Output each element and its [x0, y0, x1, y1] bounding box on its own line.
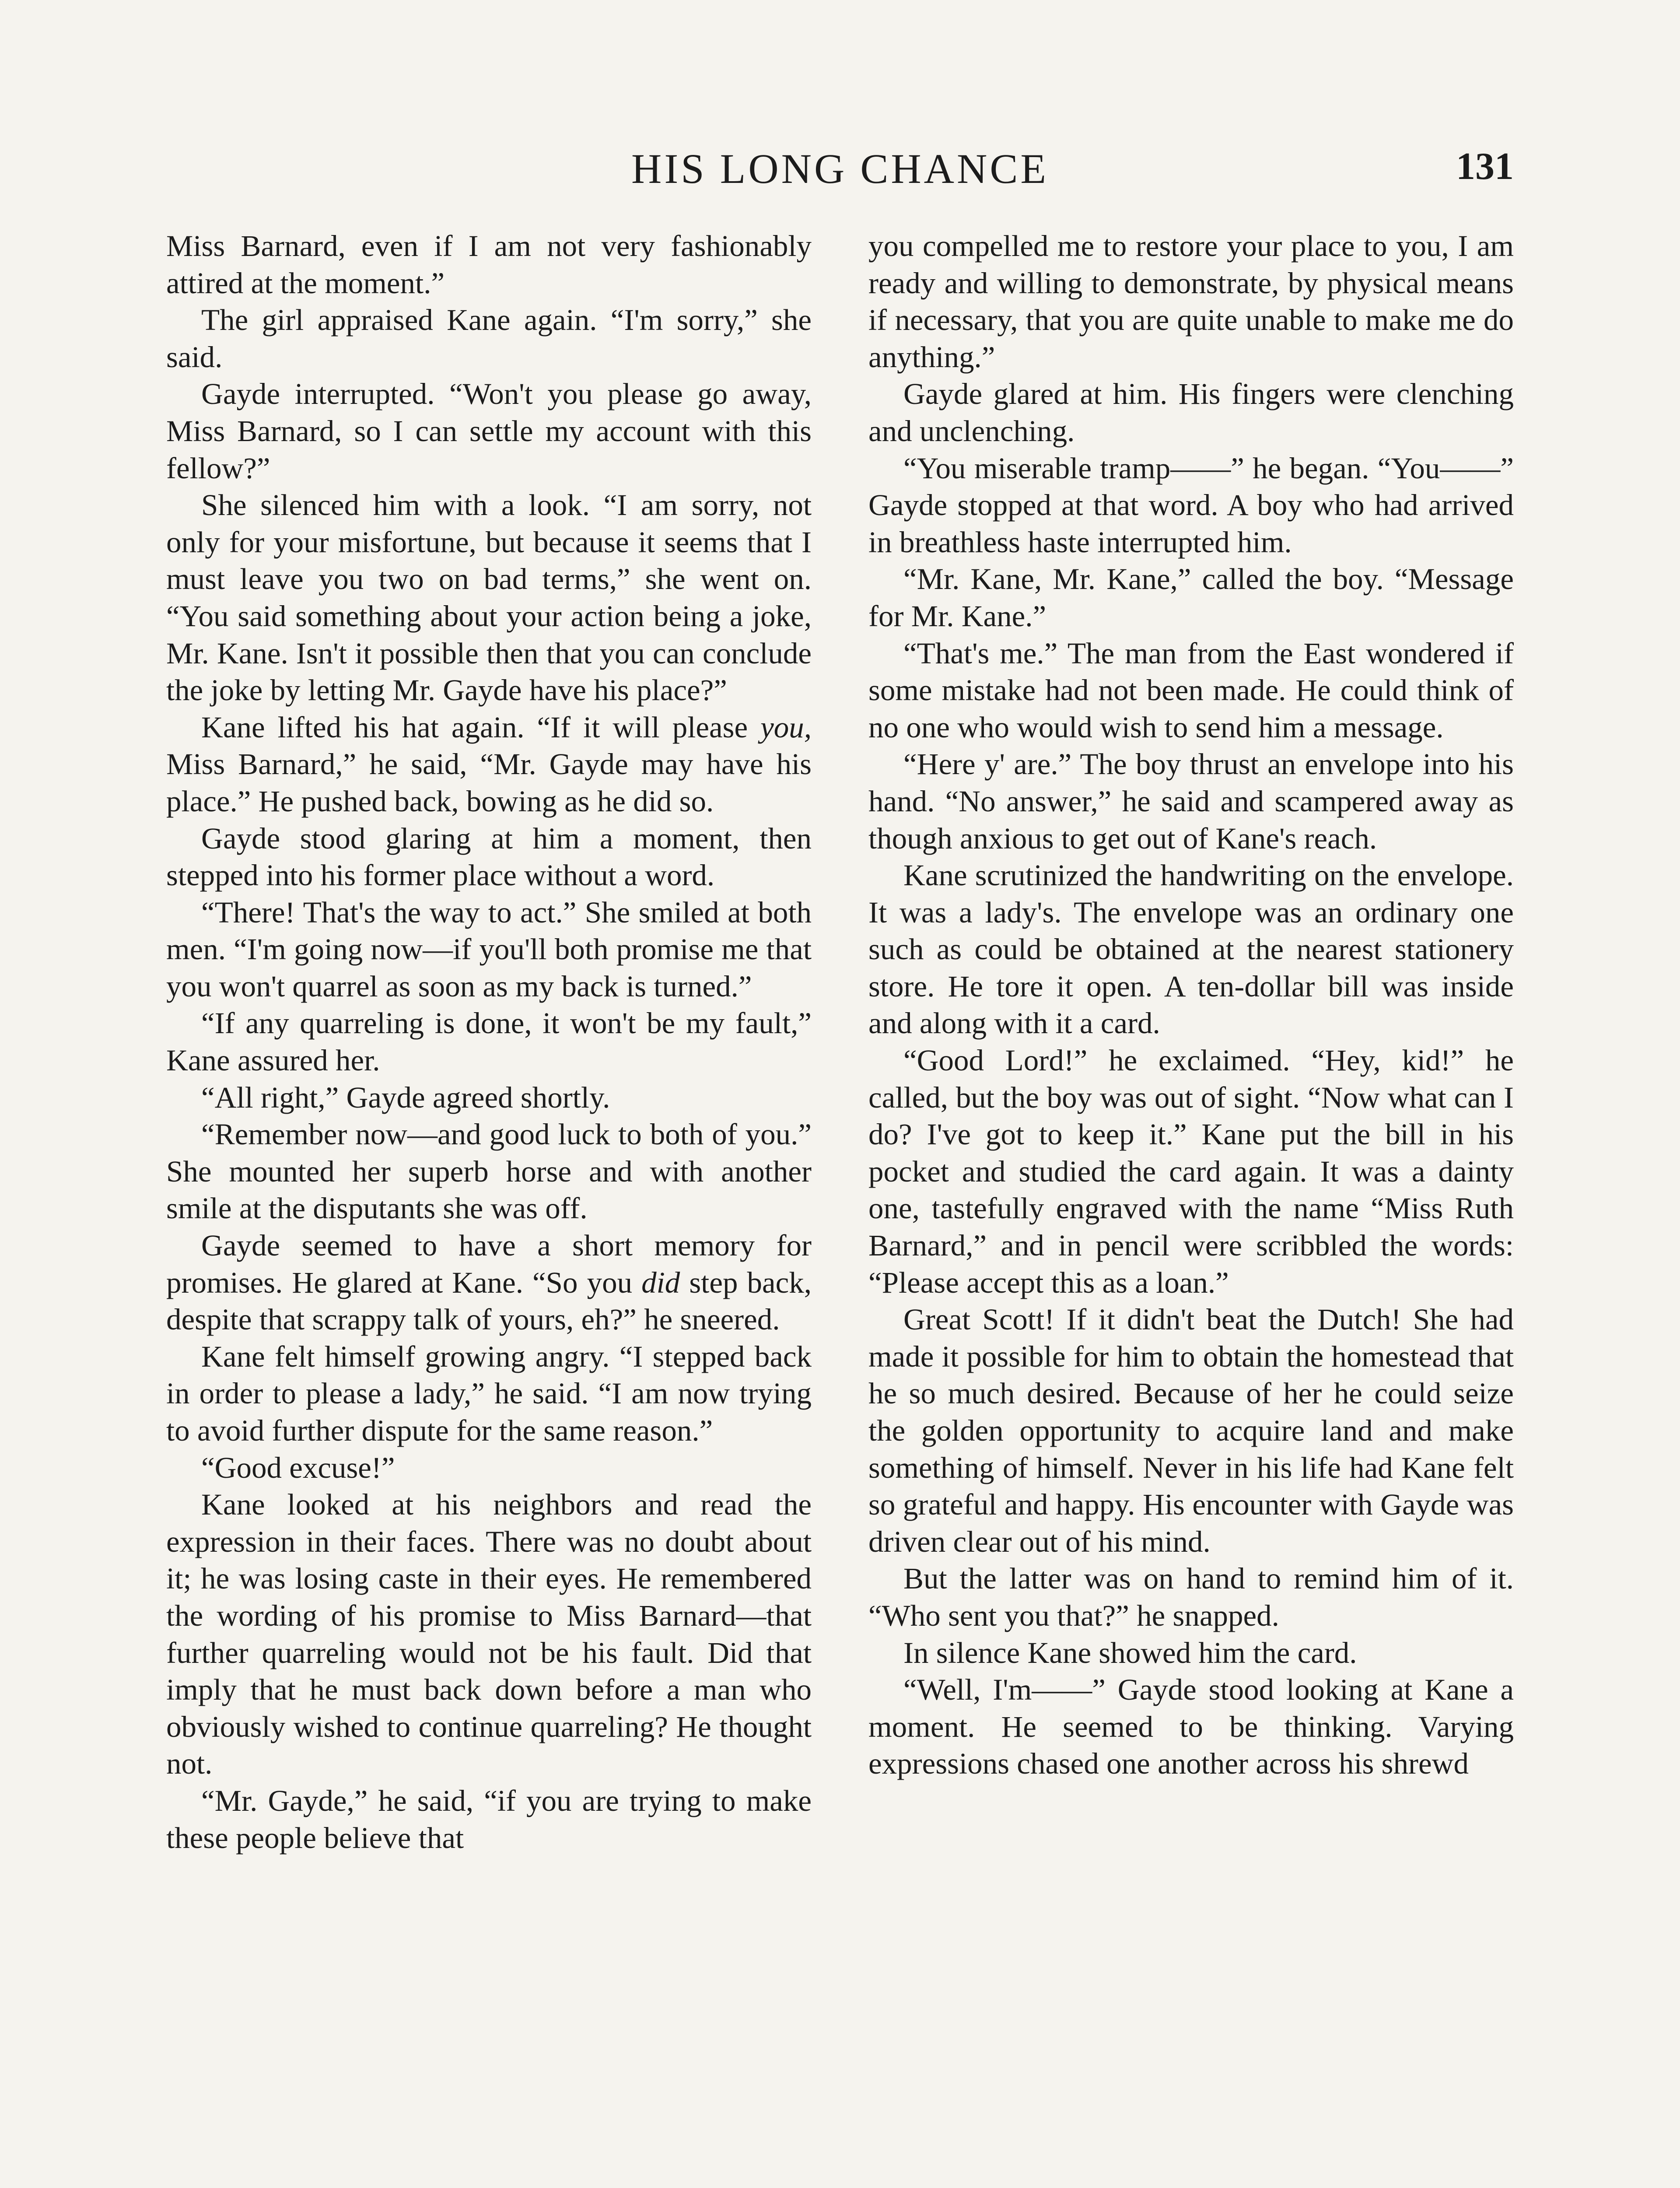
page-number: 131 — [1456, 145, 1514, 188]
paragraph: “Remember now—and good luck to both of you.” She mounted her superb horse and with another smile at the disputants she was off. — [166, 1118, 812, 1225]
paragraph: “Good Lord!” he exclaimed. “Hey, kid!” he called, but the boy was out of sight. “Now what can I do? I've got to keep it.” Kane put the bill in his pocket and studied the card again. It was a dainty one, tastefully engraved with the name “Miss Ruth Barnard,” and in pencil were scribbled the words: “Please accept this as a loan.” — [868, 1044, 1514, 1299]
paragraph: “All right,” Gayde agreed shortly. — [201, 1080, 610, 1114]
text-run: Kane lifted his hat again. “If it will please — [201, 710, 761, 744]
emphasis-text: did — [641, 1266, 680, 1299]
paragraph: “That's me.” The man from the East wondered if some mistake had not been made. He could think of no one who would wish to send him a message. — [868, 636, 1514, 744]
left-column — [166, 228, 812, 1856]
paragraph: “You miserable tramp——” he began. “You——” Gayde stopped at that word. A boy who had arrived in breathless haste interrupted him. — [868, 451, 1514, 559]
paragraph — [166, 709, 812, 820]
paragraph: Gayde glared at him. His fingers were clenching and unclenching. — [868, 377, 1514, 448]
text-run: Gayde seemed to have a short memory for promises. He glared at Kane. “So you — [166, 1229, 812, 1299]
paragraph — [166, 1227, 812, 1338]
paragraph: “If any quarreling is done, it won't be my fault,” Kane assured her. — [166, 1006, 812, 1077]
paragraph: Kane felt himself growing angry. “I stepped back in order to please a lady,” he said. “I am now trying to avoid further dispute for the same reason.” — [166, 1339, 812, 1447]
paragraph: The girl appraised Kane again. “I'm sorry,” she said. — [166, 303, 812, 374]
paragraph: “Mr. Gayde,” he said, “if you are trying to make these people believe that — [166, 1784, 812, 1855]
right-column — [868, 228, 1514, 1782]
page-header — [166, 144, 1514, 197]
text-run: step back, despite that scrappy talk of yours, eh?” he sneered. — [166, 1266, 812, 1336]
paragraph: “Well, I'm——” Gayde stood looking at Kane a moment. He seemed to be thinking. Varying expressions chased one another across his shrewd — [868, 1673, 1514, 1781]
emphasis-text: you, — [760, 710, 812, 744]
paragraph: you compelled me to restore your place to you, I am ready and willing to demonstrate, by physical means if necessary, that you are quite unable to make me do anything.” — [868, 229, 1514, 374]
paragraph: Great Scott! If it didn't beat the Dutch! She had made it possible for him to obtain the homestead that he so much desired. Because of her he could seize the golden opportunity to acquire land and make something of himself. Never in his life had Kane felt so grateful and happy. His encounter with Gayde was driven clear out of his mind. — [868, 1303, 1514, 1558]
paragraph: “There! That's the way to act.” She smiled at both men. “I'm going now—if you'll both promise me that you won't quarrel as soon as my back is turned.” — [166, 895, 812, 1003]
paragraph: “Mr. Kane, Mr. Kane,” called the boy. “Message for Mr. Kane.” — [868, 562, 1514, 633]
paragraph: She silenced him with a look. “I am sorry, not only for your misfortune, but because it seems that I must leave you two on bad terms,” she went on. “You said something about your action being a joke, Mr. Kane. Isn't it possible then that you can conclude the joke by letting Mr. Gayde have his place?” — [166, 488, 812, 707]
paragraph: “Here y' are.” The boy thrust an envelope into his hand. “No answer,” he said and scampered away as though anxious to get out of Kane's reach. — [868, 747, 1514, 855]
paragraph: In silence Kane showed him the card. — [903, 1636, 1357, 1669]
paragraph: Miss Barnard, even if I am not very fashionably attired at the moment.” — [166, 229, 812, 300]
paragraph: Gayde interrupted. “Won't you please go away, Miss Barnard, so I can settle my account with this fellow?” — [166, 377, 812, 485]
paragraph: But the latter was on hand to remind him of it. “Who sent you that?” he snapped. — [868, 1562, 1514, 1632]
paragraph: “Good excuse!” — [201, 1451, 395, 1484]
paragraph: Kane looked at his neighbors and read the expression in their faces. There was no doubt about it; he was losing caste in their eyes. He remembered the wording of his promise to Miss Barnard—that further quarreling would not be his fault. Did that imply that he must back down before a man who obviously wished to continue quarreling? He thought not. — [166, 1488, 812, 1781]
text-run: Miss Barnard,” he said, “Mr. Gayde may have his place.” He pushed back, bowing as he did so. — [166, 747, 812, 818]
paragraph: Gayde stood glaring at him a moment, then stepped into his former place without a word. — [166, 821, 812, 892]
text-columns — [166, 228, 1514, 2188]
running-title: HIS LONG CHANCE — [631, 145, 1049, 192]
paragraph: Kane scrutinized the handwriting on the envelope. It was a lady's. The envelope was an ordinary one such as could be obtained at the nearest stationery store. He tore it open. A ten-dollar bill was inside and along with it a card. — [868, 859, 1514, 1040]
